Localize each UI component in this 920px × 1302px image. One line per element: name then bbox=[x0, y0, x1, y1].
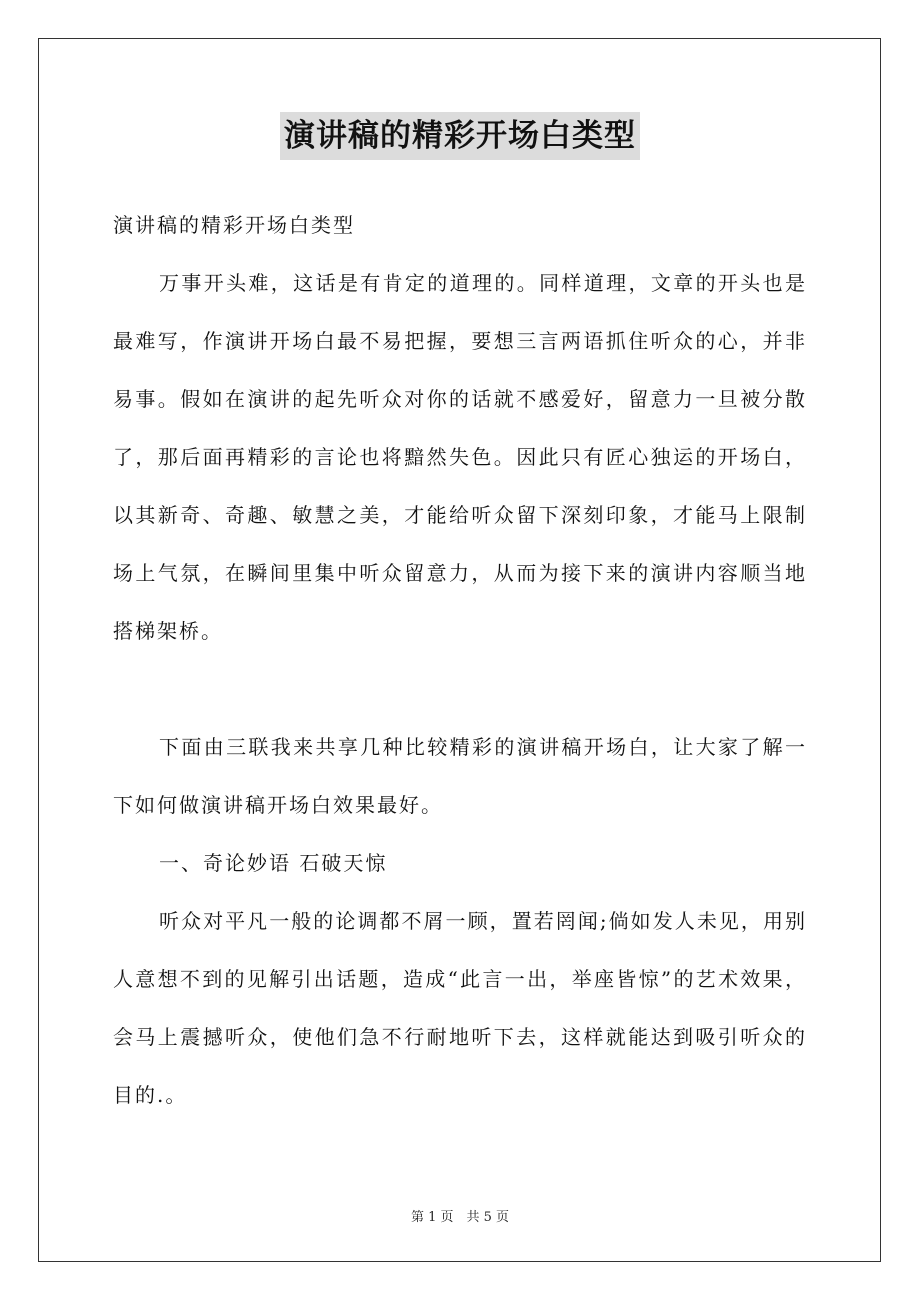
document-body bbox=[113, 196, 807, 1124]
page-footer: 第 1 页 共 5 页 bbox=[410, 1210, 510, 1225]
paragraph-intro: 万事开头难，这话是有肯定的道理的。同样道理，文章的开头也是最难写，作演讲开场白最不易把握，要想三言两语抓住听众的心，并非易事。假如在演讲的起先听众对你的话就不感爱好，留意力一旦被分散了，那后面再精彩的言论也将黯然失色。因此只有匠心独运的开场白，以其新奇、奇趣、敏慧之美，才能给听众留下深刻印象，才能马上限制场上气氛，在瞬间里集中听众留意力，从而为接下来的演讲内容顺当地搭梯架桥。 bbox=[113, 271, 807, 643]
paragraph-gap bbox=[113, 660, 807, 718]
document-title: 演讲稿的精彩开场白类型 bbox=[280, 112, 640, 160]
section-heading: 一、奇论妙语 石破天惊 bbox=[159, 851, 388, 875]
document-title-wrapper bbox=[0, 112, 920, 160]
paragraph-section-one: 听众对平凡一般的论调都不屑一顾，置若罔闻;倘如发人未见，用别人意想不到的见解引出话题，造成“此言一出，举座皆惊”的艺术效果，会马上震撼听众，使他们急不行耐地听下去，这样就能达到吸引听众的目的.。 bbox=[113, 909, 807, 1107]
document-subtitle: 演讲稿的精彩开场白类型 bbox=[113, 213, 355, 237]
paragraph-overview: 下面由三联我来共享几种比较精彩的演讲稿开场白，让大家了解一下如何做演讲稿开场白效果最好。 bbox=[113, 735, 807, 817]
